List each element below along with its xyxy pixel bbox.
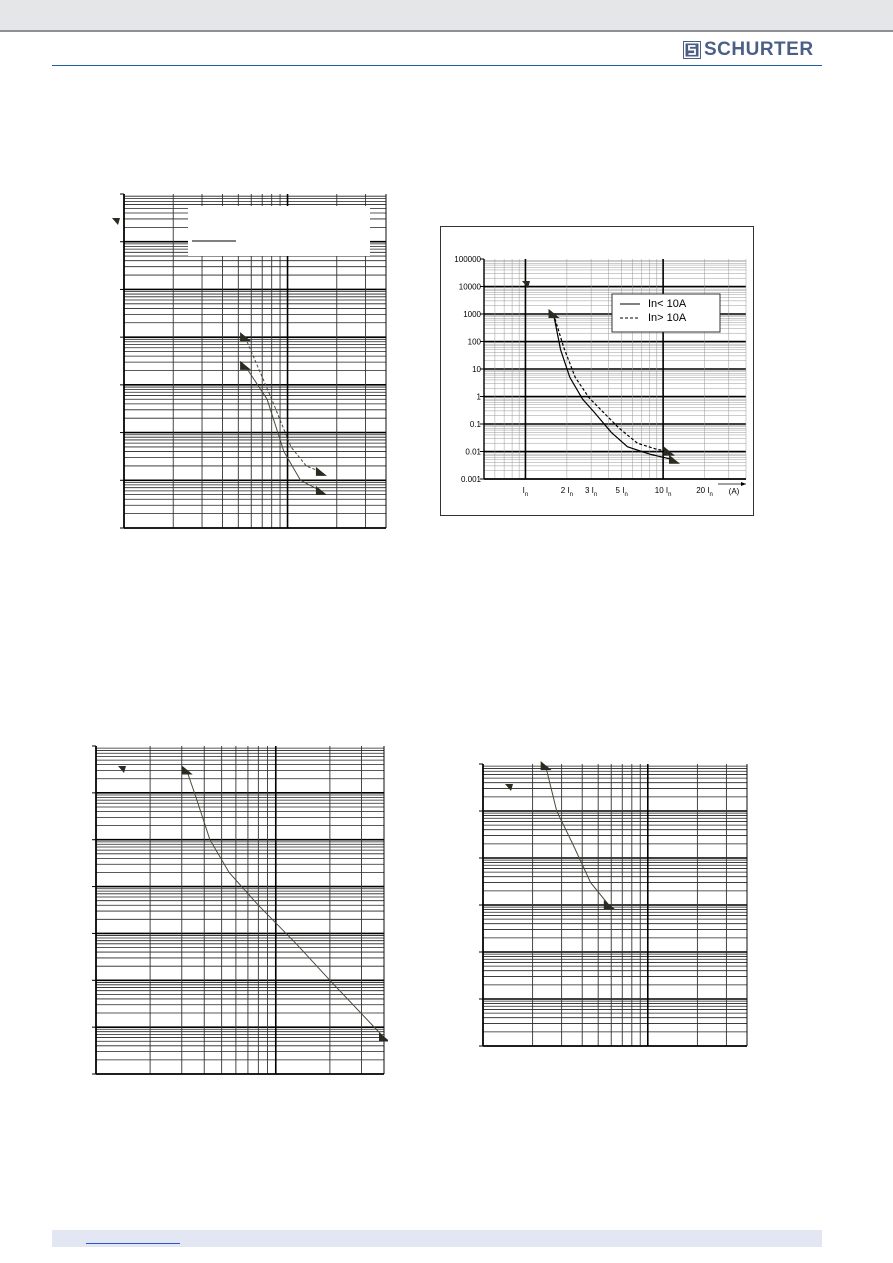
x-tick-label: 20 $I_n$ [696, 486, 713, 498]
footer-link[interactable] [86, 1243, 180, 1244]
x-tick-label: $I_n$ [522, 486, 529, 498]
header-rule [52, 65, 822, 66]
y-tick-label: 100000 [454, 255, 481, 264]
chart-bottom-left [88, 740, 388, 1080]
x-tick-label: 2 $I_n$ [560, 486, 574, 498]
x-tick-label: 5 $I_n$ [615, 486, 628, 498]
y-tick-label: 0.01 [465, 447, 481, 457]
legend-entry: In> 10A [648, 312, 687, 324]
y-tick-label: 1000 [463, 310, 481, 319]
y-tick-label: 0.1 [469, 420, 481, 429]
footer-bar [52, 1230, 822, 1247]
legend-box [188, 206, 370, 256]
schurter-logo-icon [683, 41, 701, 59]
y-tick-label: 0.001 [460, 475, 481, 484]
y-tick-label: 10000 [458, 282, 481, 292]
x-tick-label: 10 $I_n$ [654, 486, 672, 498]
x-axis-label: (A) [728, 487, 740, 496]
top-bar [0, 0, 893, 32]
chart-bottom-right [478, 758, 752, 1050]
y-tick-label: 10 [472, 365, 481, 374]
schurter-logo [683, 40, 814, 60]
legend-entry: In< 10A [648, 298, 687, 310]
chart-top-left [110, 188, 395, 538]
y-tick-label: 100 [467, 337, 481, 347]
logo-text: SCHURTER [704, 39, 814, 60]
x-tick-label: 3 $I_n$ [585, 486, 598, 498]
chart-top-right [440, 226, 754, 516]
y-tick-label: 1 [476, 392, 481, 402]
corner-marker [112, 218, 120, 225]
